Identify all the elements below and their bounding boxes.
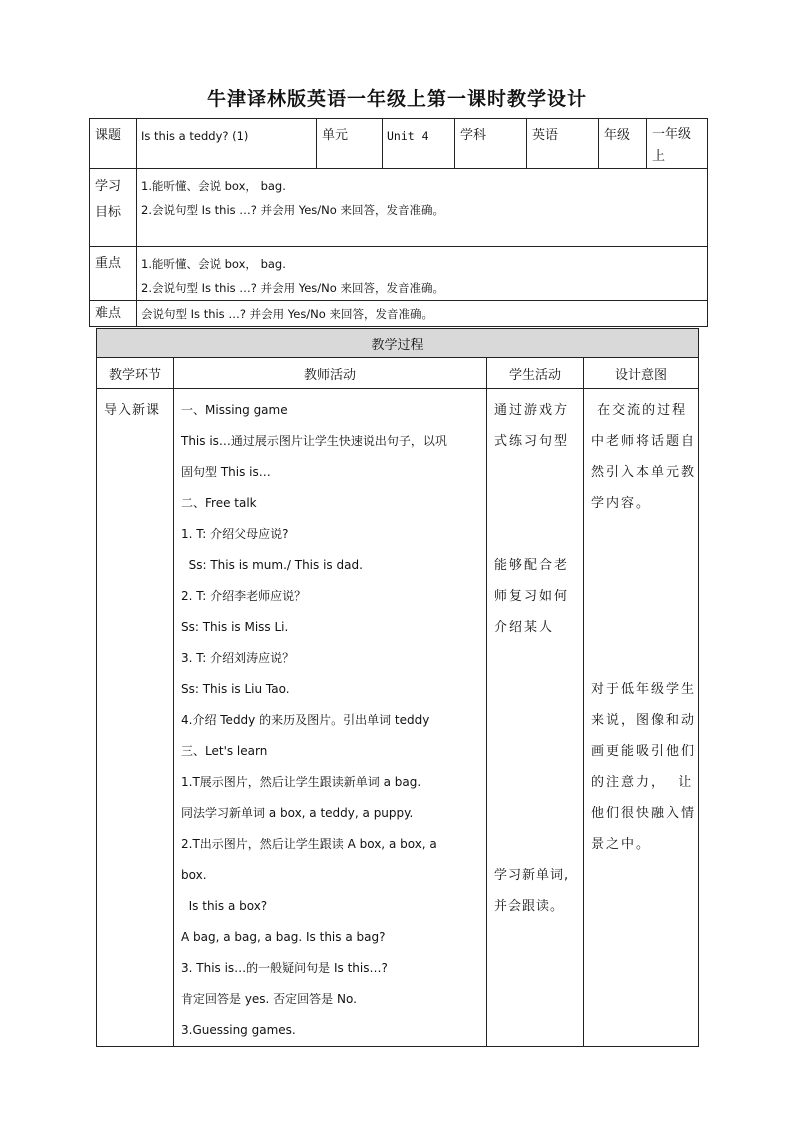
intent-line: 学内容。 [591,496,652,511]
teacher-line: Ss: This is mum./ This is dad. [181,558,363,572]
document-title: 牛津译林版英语一年级上第一课时教学设计 [206,88,587,110]
intent-line: 的注意力， 让 [591,775,694,790]
goal-item: 1.能听懂、会说 box， bag. [141,179,286,193]
stage-cell [97,389,174,1047]
teacher-line: 1.T展示图片，然后让学生跟读新单词 a bag. [181,775,422,789]
grade-label: 年级 [599,119,647,169]
student-activity-cell [487,389,584,1047]
teacher-activity-cell [174,389,487,1047]
teacher-line: 2.T出示图片，然后让学生跟读 A box, a box, a [181,837,437,851]
intent-line: 来说，图像和动 [591,713,697,728]
student-line [494,798,577,829]
grade-value-line-2: 上 [652,149,666,164]
student-line: 能够配合老 [494,558,570,573]
student-line [494,643,577,674]
column-header-intent: 设计意图 [584,358,699,389]
student-line: 并会跟读。 [494,899,565,914]
intent-line [591,612,692,643]
teacher-line: 三、Let's learn [181,744,268,758]
teacher-line: Ss: This is Miss Li. [181,620,289,634]
teacher-line: box. [181,868,207,882]
intent-line: 他们很快融入情 [591,806,697,821]
student-line [494,829,577,860]
intent-line: 画更能吸引他们 [591,744,697,759]
student-line [494,488,577,519]
teacher-line: 1. T: 介绍父母应说? [181,527,289,541]
teacher-line: 4.介绍 Teddy 的来历及图片。引出单词 teddy [181,713,430,727]
key-item: 2.会说句型 Is this …? 并会用 Yes/No 来回答，发音准确。 [141,281,444,295]
teacher-line: 2. T: 介绍李老师应说？ [181,589,307,603]
student-line [494,767,577,798]
teacher-line: This is…通过展示图片让学生快速说出句子，以巩 [181,434,447,448]
subject-label: 学科 [455,119,527,169]
intent-line: 在交流的过程 [591,403,688,418]
lesson-label: 课题 [90,119,137,169]
column-header-stage: 教学环节 [97,358,174,389]
lesson-value: Is this a teddy? (1) [137,119,317,169]
column-header-teacher: 教师活动 [174,358,487,389]
student-line: 师复习如何 [494,589,570,604]
teacher-line: Is this a box? [181,899,268,913]
teacher-line: 固句型 This is… [181,465,271,479]
goals-label-line-1: 学习 [95,179,122,194]
unit-label: 单元 [317,119,383,169]
intent-line: 中老师将话题自 [591,434,697,449]
key-item: 1.能听懂、会说 box， bag. [141,257,286,271]
student-line [494,736,577,767]
teaching-process-table [96,328,699,1047]
teacher-line: 3. T: 介绍刘涛应说？ [181,651,295,665]
unit-value: Unit 4 [383,119,455,169]
student-line: 学习新单词, [494,868,570,883]
student-line: 介绍某人 [494,620,555,635]
student-line: 式练习句型 [494,434,570,449]
grade-value-line-1: 一年级 [652,127,692,142]
goals-content [137,169,708,247]
key-content [137,247,708,301]
student-line [494,674,577,705]
teacher-line: 二、Free talk [181,496,257,510]
intent-line [591,519,692,550]
intent-line [591,550,692,581]
lesson-info-table [89,118,708,327]
intent-line: 然引入本单元教 [591,465,697,480]
intent-line [591,643,692,674]
column-header-student: 学生活动 [487,358,584,389]
teacher-line: A bag, a bag, a bag. Is this a bag? [181,930,386,944]
teacher-line: 同法学习新单词 a box, a teddy, a puppy. [181,806,414,820]
teacher-line: 3.Guessing games. [181,1023,296,1037]
student-line [494,457,577,488]
teacher-line: 肯定回答是 yes. 否定回答是 No. [181,992,357,1006]
teacher-line: 3. This is…的一般疑问句是 Is this…? [181,961,388,975]
intent-line [591,581,692,612]
student-line: 通过游戏方 [494,403,570,418]
intent-line: 景之中。 [591,837,652,852]
key-label: 重点 [90,247,137,301]
process-header: 教学过程 [97,329,699,358]
student-line [494,519,577,550]
student-line [494,705,577,736]
goals-label-line-2: 目标 [95,205,122,220]
grade-value [647,119,708,169]
difficulty-content: 会说句型 Is this …? 并会用 Yes/No 来回答，发音准确。 [137,301,708,327]
difficulty-label: 难点 [90,301,137,327]
subject-value: 英语 [527,119,599,169]
teacher-line: 一、Missing game [181,403,288,417]
teacher-line: Ss: This is Liu Tao. [181,682,290,696]
goal-item: 2.会说句型 Is this …? 并会用 Yes/No 来回答，发音准确。 [141,203,444,217]
goals-label [90,169,137,247]
design-intent-cell [584,389,699,1047]
intent-line: 对于低年级学生 [591,682,697,697]
stage-name: 导入新课 [104,403,161,418]
